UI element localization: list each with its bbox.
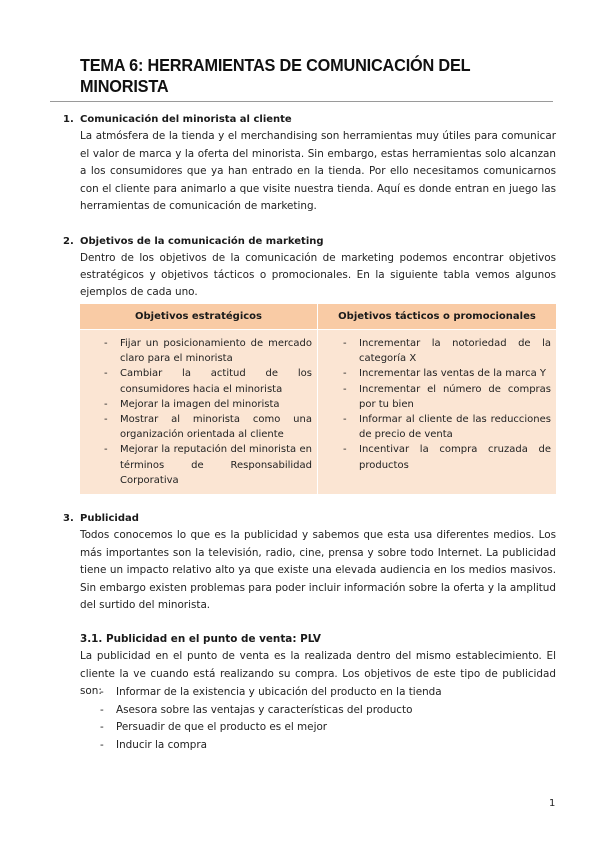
list-item: - Fijar un posicionamiento de mercado claro para el minorista bbox=[104, 336, 312, 366]
section-1-heading bbox=[63, 114, 363, 128]
list-item: - Mejorar la reputación del minorista en términos de Responsabilidad Corporativa bbox=[104, 442, 312, 488]
section-2-paragraph: Dentro de los objetivos de la comunicación de marketing podemos encontrar objetivos estratégicos y objetivos tácticos o promocionales. En la siguiente tabla vemos algunos ejemplos de cada uno. bbox=[80, 252, 556, 299]
section-1-title: Comunicación del minorista al cliente bbox=[80, 114, 292, 125]
section-3-title: Publicidad bbox=[80, 513, 139, 524]
table-column-divider bbox=[317, 304, 318, 494]
list-item: - Persuadir de que el producto es el mejor bbox=[100, 719, 442, 737]
section-1-paragraph: La atmósfera de la tienda y el merchandising son herramientas muy útiles para comunicar el valor de marca y la oferta del minorista. Sin embargo, estas herramientas solo alcanzan a los consumidores que ya han entrado en la tienda. Por ello necesitamos comunicarnos con el cliente para animarlo a que visite nuestra tienda. Aquí es donde entran en juego las herramientas de comunicación de marketing. bbox=[80, 130, 556, 213]
list-item: - Informar de la existencia y ubicación del producto en la tienda bbox=[100, 684, 442, 702]
plv-objectives-list bbox=[100, 684, 442, 754]
document-title: TEMA 6: HERRAMIENTAS DE COMUNICACIÓN DEL MINORISTA bbox=[80, 55, 471, 96]
list-item: - Cambiar la actitud de los consumidores hacia el minorista bbox=[104, 366, 312, 396]
objectives-table bbox=[80, 304, 556, 494]
section-3-heading bbox=[63, 513, 363, 527]
section-3-number: 3. bbox=[63, 513, 74, 524]
tactical-objectives-list bbox=[343, 336, 551, 473]
list-item: - Incrementar el número de compras por tu bien bbox=[343, 382, 551, 412]
list-item: - Mejorar la imagen del minorista bbox=[104, 397, 312, 412]
subsection-3-1-paragraph: La publicidad en el punto de venta es la realizada dentro del mismo establecimiento. El cliente la ve cuando está realizando su compra. Los objetivos de este tipo de publicidad son: bbox=[80, 650, 556, 698]
list-item: - Incentivar la compra cruzada de productos bbox=[343, 442, 551, 472]
section-2-number: 2. bbox=[63, 236, 74, 247]
list-item: - Inducir la compra bbox=[100, 737, 442, 755]
section-1-number: 1. bbox=[63, 114, 74, 125]
list-item: - Incrementar las ventas de la marca Y bbox=[343, 366, 551, 381]
list-item: - Incrementar la notoriedad de la categoría X bbox=[343, 336, 551, 366]
strategic-objectives-list bbox=[104, 336, 312, 488]
table-header-strategic: Objetivos estratégicos bbox=[135, 311, 262, 322]
title-divider bbox=[50, 101, 553, 102]
section-2-title: Objetivos de la comunicación de marketing bbox=[80, 236, 324, 247]
section-2-heading bbox=[63, 236, 363, 250]
list-item: - Asesora sobre las ventajas y características del producto bbox=[100, 702, 442, 720]
page-number: 1 bbox=[549, 798, 556, 809]
table-header-tactical: Objetivos tácticos o promocionales bbox=[338, 311, 536, 322]
list-item: - Informar al cliente de las reducciones de precio de venta bbox=[343, 412, 551, 442]
list-item: - Mostrar al minorista como una organización orientada al cliente bbox=[104, 412, 312, 442]
section-3-paragraph: Todos conocemos lo que es la publicidad y sabemos que esta usa diferentes medios. Los más importantes son la televisión, radio, cine, prensa y sobre todo Internet. La publicidad tiene un impacto relativo alto ya que existe una elevada audiencia en los medios masivos. Sin embargo existen problemas para poder incluir información sobre la oferta y la amplitud del surtido del minorista. bbox=[80, 529, 556, 612]
table-header-divider bbox=[80, 329, 556, 330]
subsection-3-1-heading: 3.1. Publicidad en el punto de venta: PLV bbox=[80, 633, 321, 645]
